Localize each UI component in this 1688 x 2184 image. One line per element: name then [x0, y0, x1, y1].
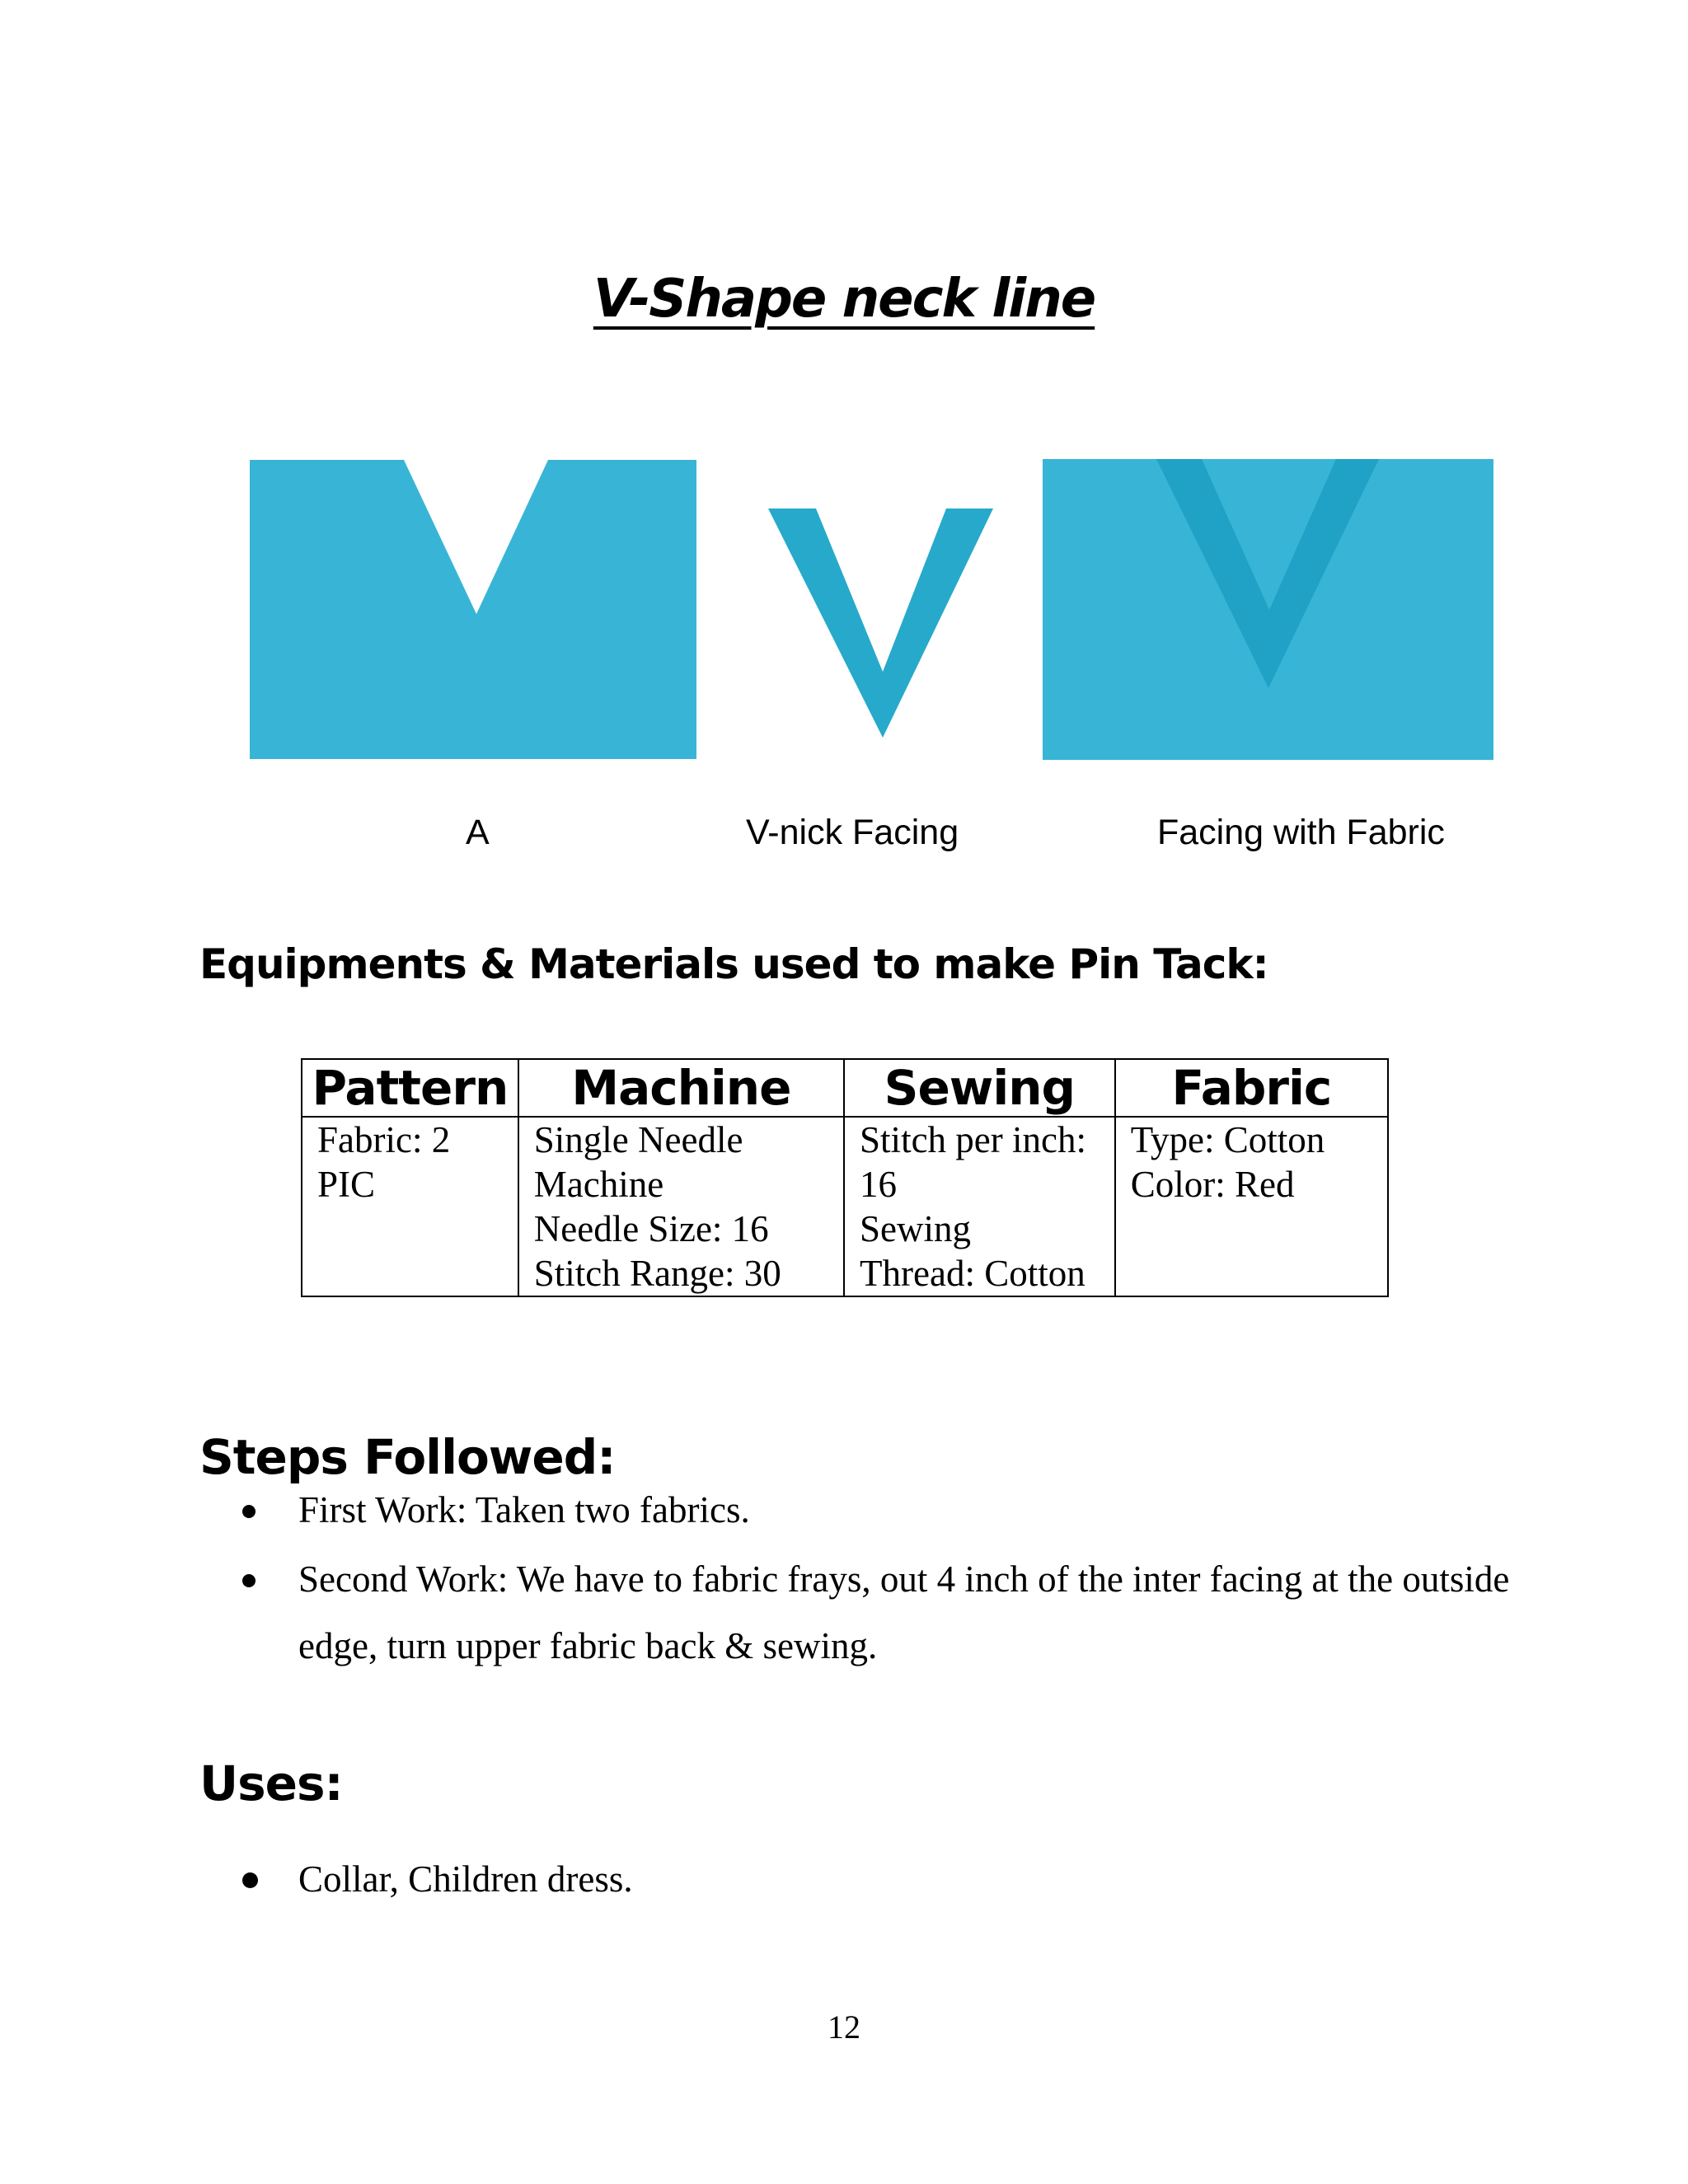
cell-line: Type: Cotton [1130, 1119, 1325, 1160]
bullet-icon [242, 1505, 256, 1518]
fabric-panel-a [250, 460, 696, 759]
cell-fabric [1115, 1117, 1388, 1296]
cell-machine [518, 1117, 844, 1296]
equipment-heading: Equipments & Materials used to make Pin Tack: [199, 940, 1268, 988]
header-pattern: Pattern [302, 1059, 518, 1117]
v-neck-illustration [0, 0, 1688, 824]
caption-facing-with-fabric: Facing with Fabric [1157, 813, 1445, 852]
step-text: Second Work: We have to fabric frays, out 4 inch of the inter facing at the outside edge, turn upper fabric back & sewing. [298, 1558, 1510, 1666]
cell-line: Sewing [860, 1208, 972, 1249]
table-header-row [302, 1059, 1388, 1117]
steps-heading: Steps Followed: [199, 1429, 616, 1485]
materials-table [301, 1058, 1389, 1297]
header-fabric: Fabric [1115, 1059, 1388, 1117]
cell-pattern [302, 1117, 518, 1296]
caption-v-nick-facing: V-nick Facing [746, 813, 959, 852]
page-number: 12 [828, 2008, 860, 2046]
header-sewing: Sewing [844, 1059, 1115, 1117]
uses-heading: Uses: [199, 1755, 343, 1811]
cell-line: Color: Red [1130, 1164, 1295, 1205]
header-machine: Machine [518, 1059, 844, 1117]
bullet-icon [242, 1872, 258, 1888]
step-text: First Work: Taken two fabrics. [298, 1489, 750, 1530]
caption-a: A [466, 813, 490, 852]
v-nick-facing-shape [768, 509, 993, 738]
cell-line: Stitch per inch: [860, 1119, 1086, 1160]
cell-line: 16 [860, 1164, 898, 1205]
table-row [302, 1117, 1388, 1296]
cell-line: Thread: Cotton [860, 1253, 1085, 1294]
bullet-icon [242, 1574, 256, 1587]
cell-line: Single Needle [533, 1119, 743, 1160]
use-text: Collar, Children dress. [298, 1858, 633, 1900]
cell-line: Machine [533, 1164, 664, 1205]
cell-sewing [844, 1117, 1115, 1296]
cell-line: Needle Size: 16 [533, 1208, 769, 1249]
page-title-text: V-Shape neck line [593, 269, 1095, 330]
cell-line: Stitch Range: 30 [533, 1253, 781, 1294]
cell-line: PIC [317, 1164, 376, 1205]
cell-line: Fabric: 2 [317, 1119, 451, 1160]
